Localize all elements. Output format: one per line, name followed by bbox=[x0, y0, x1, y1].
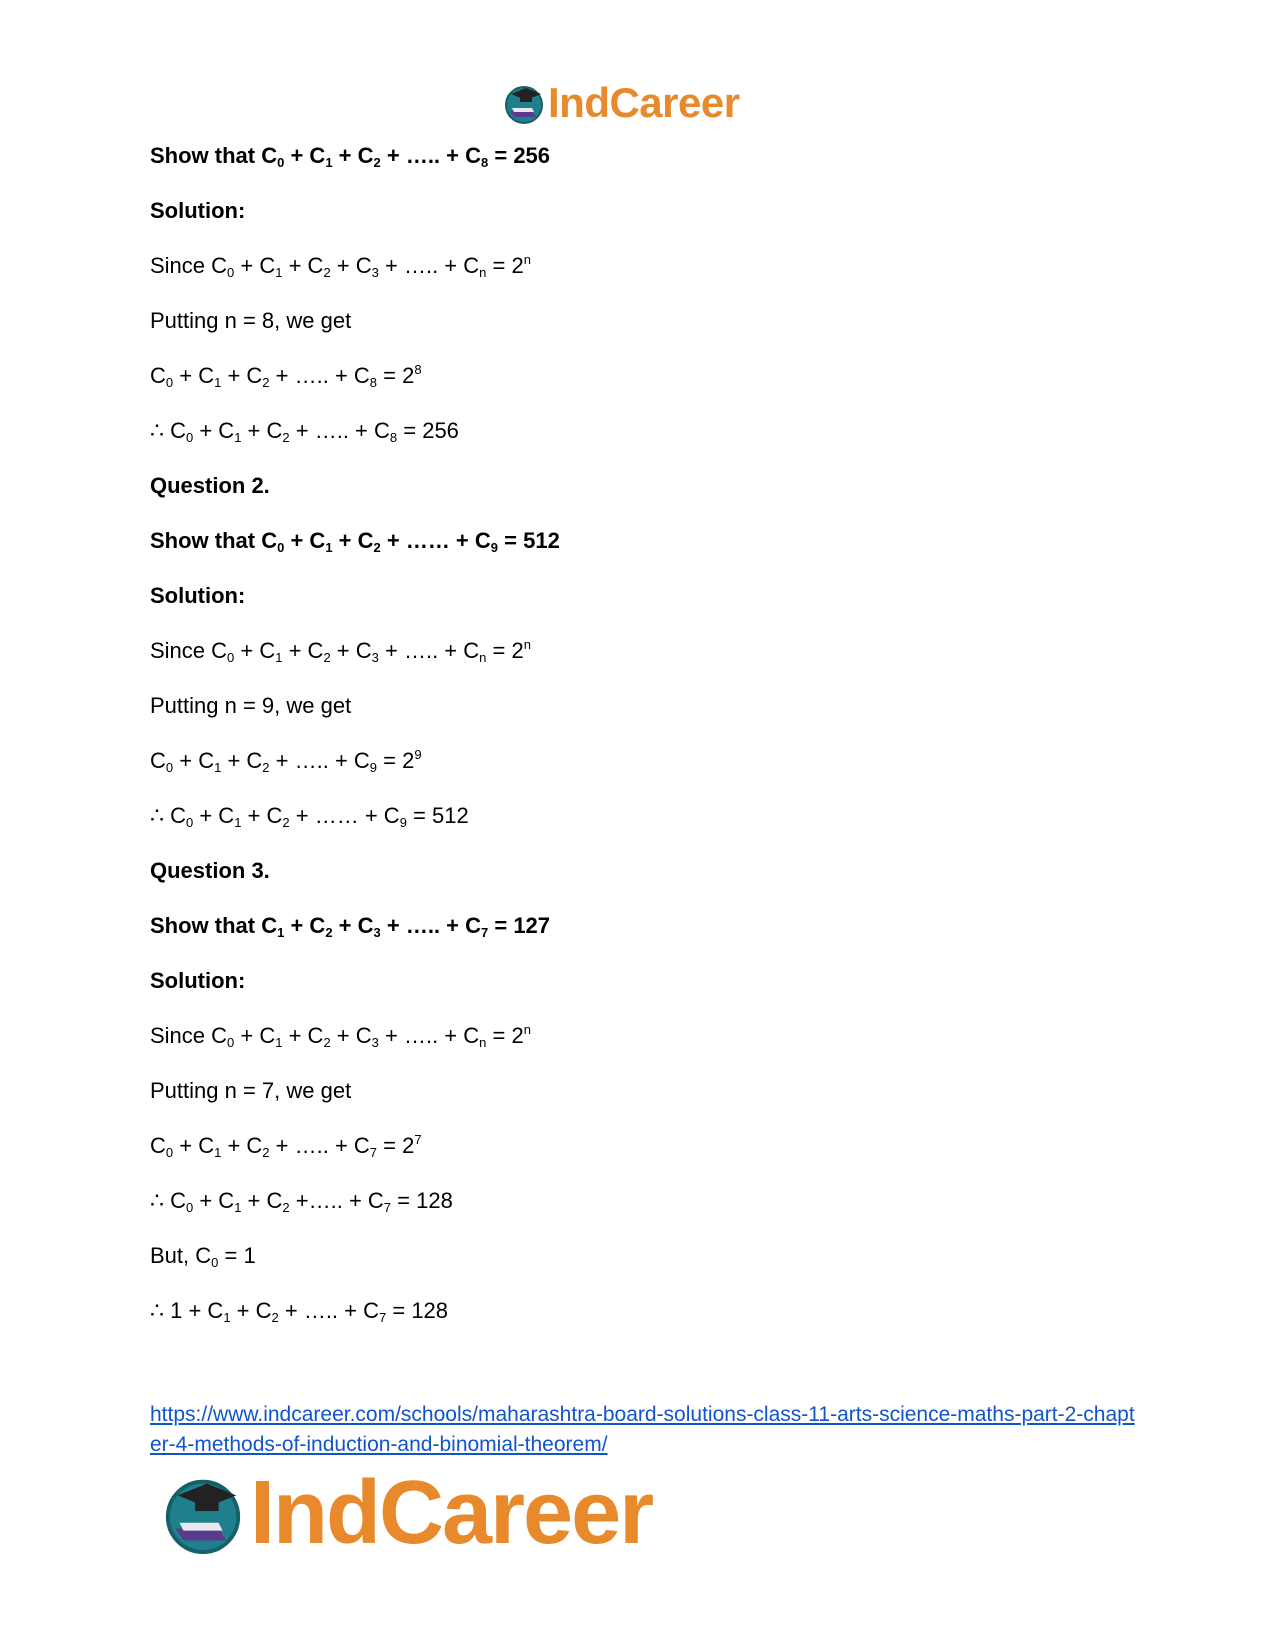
solution-heading: Solution: bbox=[150, 198, 246, 223]
text-line: Putting n = 9, we get bbox=[150, 693, 352, 718]
brand-name: IndCareer bbox=[548, 79, 740, 126]
question-heading: Question 3. bbox=[150, 858, 270, 883]
question-statement: Show that $C_0 + C_1 + C_2$ + …… + $C_9 = 512$ bbox=[150, 528, 560, 555]
conclusion-line: ∴ $1 + C_1 + C_2$ + ….. + $C_7 = 128$ bbox=[150, 1298, 449, 1325]
footer-logo bbox=[160, 1463, 653, 1563]
conclusion-line: ∴ $C_0 + C_1 + C_2$ + ….. + $C_8 = 256$ bbox=[150, 418, 459, 445]
text-line: Putting n = 7, we get bbox=[150, 1078, 352, 1103]
question-statement: Show that $C_1 + C_2 + C_3$ + ….. + $C_7 = 127$ bbox=[150, 913, 551, 940]
question-heading: Question 2. bbox=[150, 473, 270, 498]
formula-line: $C_0 + C_1 + C_2$ + ….. + $C_7 = 2^7$ bbox=[150, 1132, 422, 1160]
formula-line: $C_0 + C_1 + C_2$ + ….. + $C_9 = 2^9$ bbox=[150, 747, 422, 775]
text-line: But, $C_0 = 1$ bbox=[150, 1243, 256, 1270]
solution-heading: Solution: bbox=[150, 968, 246, 993]
source-link[interactable]: https://www.indcareer.com/schools/maharashtra-board-solutions-class-11-arts-science-maths-part-2-chapter-4-methods-of-induction-and-binomial-theorem/ bbox=[150, 1403, 1135, 1456]
header-logo bbox=[502, 80, 740, 126]
conclusion-line: ∴ $C_0 + C_1 + C_2$ + …… + $C_9 = 512$ bbox=[150, 803, 469, 830]
globe-graduation-cap-icon bbox=[502, 81, 546, 125]
text-line: Putting n = 8, we get bbox=[150, 308, 352, 333]
brand-name: IndCareer bbox=[250, 1463, 653, 1563]
solution-heading: Solution: bbox=[150, 583, 246, 608]
formula-line: Since $C_0 + C_1 + C_2 + C_3$ + ….. + $C_n = 2^n$ bbox=[150, 1022, 531, 1050]
formula-line: Since $C_0 + C_1 + C_2 + C_3$ + ….. + $C_n = 2^n$ bbox=[150, 252, 531, 280]
question-statement: Show that $C_0 + C_1 + C_2$ + ….. + $C_8 = 256$ bbox=[150, 143, 551, 170]
formula-line: $C_0 + C_1 + C_2$ + ….. + $C_8 = 2^8$ bbox=[150, 362, 422, 390]
conclusion-line: ∴ $C_0 + C_1 + C_2$ +….. + $C_7 = 128$ bbox=[150, 1188, 453, 1215]
globe-graduation-cap-icon bbox=[160, 1470, 246, 1556]
formula-line: Since $C_0 + C_1 + C_2 + C_3$ + ….. + $C_n = 2^n$ bbox=[150, 637, 531, 665]
